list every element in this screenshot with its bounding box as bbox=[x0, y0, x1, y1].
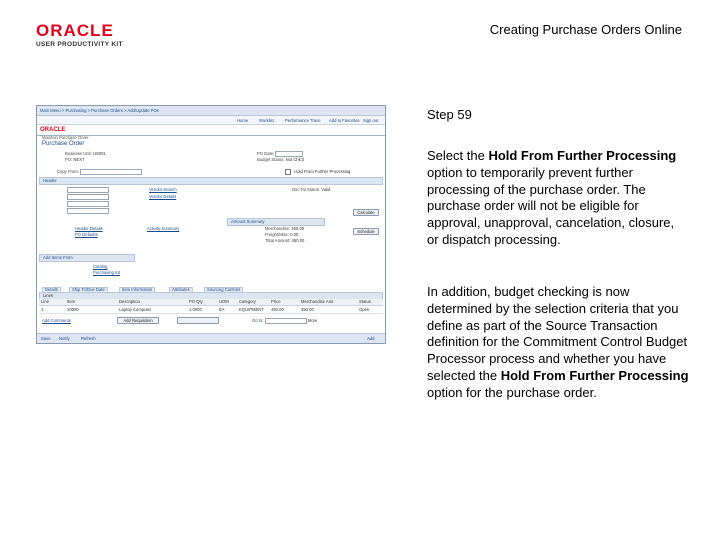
menu-breadcrumb-bar bbox=[37, 106, 385, 116]
secondary-button[interactable] bbox=[177, 317, 219, 324]
activity-summary-link[interactable]: Activity Summary bbox=[147, 226, 180, 231]
copy-from-label: Copy From: bbox=[57, 169, 79, 175]
step-label: Step 59 bbox=[427, 107, 472, 122]
cell-category[interactable]: EQUIPMENT bbox=[239, 307, 264, 312]
hold-label[interactable]: Hold From Further Processing bbox=[294, 169, 351, 175]
total-row bbox=[265, 238, 304, 243]
col-description: Description bbox=[119, 299, 140, 304]
add-button[interactable]: Add bbox=[367, 336, 375, 341]
vendor-field[interactable] bbox=[67, 194, 109, 200]
business-unit-value: US001 bbox=[92, 151, 106, 156]
lines-grid-tabs bbox=[39, 286, 383, 292]
cell-description[interactable]: Laptop Computer bbox=[119, 307, 152, 312]
freight-row bbox=[265, 232, 298, 237]
header-band[interactable] bbox=[39, 177, 383, 185]
doc-tol-value: Valid bbox=[321, 187, 331, 192]
merch-value: 450.00 bbox=[291, 226, 305, 231]
app-brand-bar bbox=[37, 125, 385, 136]
go-to-select[interactable] bbox=[265, 318, 307, 324]
budget-status-label: Budget Status: bbox=[257, 157, 285, 162]
hold-checkbox[interactable] bbox=[285, 169, 291, 175]
total-value: 450.00 bbox=[291, 238, 305, 243]
catalog-row bbox=[93, 264, 107, 269]
instruction1-post: option to temporarily prevent further processing of the purchase order. The purchase order will not be eligible for approval, unapproval, cancelation, closure, or dispatch processing. bbox=[427, 164, 675, 247]
doc-tol-label: Doc Tol Status: bbox=[292, 187, 321, 192]
doc-tol-row bbox=[292, 187, 330, 192]
nav-add-favorites[interactable]: Add to Favorites bbox=[329, 118, 360, 123]
vendor-field-row bbox=[67, 194, 109, 200]
go-to-row bbox=[252, 318, 317, 324]
oracle-upk-logo bbox=[36, 22, 156, 48]
app-oracle-logo: ORACLE bbox=[40, 127, 66, 133]
instruction2-pre: In addition, budget checking is now determined by the selection criteria that you define as part of the Source Transaction definition for the Commitment Control Budget Processor process and whether you have selected the bbox=[427, 284, 688, 383]
po-row bbox=[65, 157, 85, 162]
merch-row bbox=[265, 226, 304, 231]
page-breadcrumb[interactable]: Maintain Purchase Order bbox=[42, 135, 89, 140]
go-to-label: Go to: bbox=[252, 318, 264, 324]
amount-summary-band bbox=[227, 218, 325, 226]
vendor-search-link[interactable]: Vendor Search bbox=[149, 187, 177, 192]
lines-grid-title: Lines bbox=[43, 293, 54, 298]
cell-status: Open bbox=[359, 307, 370, 312]
calculate-button[interactable]: Calculate bbox=[353, 209, 379, 216]
hold-option[interactable] bbox=[285, 169, 350, 175]
schedule-button[interactable]: Schedule bbox=[353, 228, 379, 235]
vendor-details bbox=[149, 194, 176, 199]
col-uom: UOM bbox=[219, 299, 229, 304]
business-unit-label: Business Unit: bbox=[65, 151, 92, 156]
vendor-loc-row bbox=[67, 201, 109, 207]
refresh-button[interactable]: Refresh bbox=[81, 336, 96, 341]
catalog-link[interactable]: Catalog bbox=[93, 264, 108, 269]
col-category: Category bbox=[239, 299, 256, 304]
table-row[interactable] bbox=[39, 306, 383, 314]
header-details-link[interactable]: Header Details bbox=[75, 226, 103, 231]
add-items-label: Add Items From bbox=[43, 255, 73, 260]
go-to-value: More bbox=[307, 318, 318, 324]
budget-status-value: Not Chk'd bbox=[285, 157, 304, 162]
nav-home[interactable]: Home bbox=[237, 118, 249, 123]
status-row bbox=[257, 157, 304, 162]
amount-summary-label: Amount Summary bbox=[231, 219, 265, 224]
col-line: Line bbox=[41, 299, 49, 304]
tab-details[interactable]: Details bbox=[42, 287, 61, 293]
activity-summary-row bbox=[147, 226, 179, 231]
copy-from-select[interactable] bbox=[80, 169, 142, 175]
top-nav-links bbox=[37, 116, 385, 125]
instruction1-option: Hold From Further Processing bbox=[488, 148, 677, 163]
purchasing-kit-link[interactable]: Purchasing Kit bbox=[93, 270, 120, 275]
add-comments-row bbox=[42, 318, 71, 323]
add-items-band bbox=[39, 254, 135, 262]
page-footer-toolbar bbox=[37, 333, 385, 343]
col-status: Status bbox=[359, 299, 371, 304]
page-title: Purchase Order bbox=[42, 141, 85, 147]
business-unit-row bbox=[65, 151, 106, 156]
po-label: PO: bbox=[65, 157, 73, 162]
header-band-label[interactable]: Header bbox=[43, 178, 57, 183]
po-date-label: PO Date: bbox=[257, 151, 275, 157]
total-label: Total Amount: bbox=[265, 238, 291, 243]
save-button[interactable]: Save bbox=[41, 336, 51, 341]
instruction2-post: option for the purchase order. bbox=[427, 384, 597, 400]
col-item: Item bbox=[67, 299, 76, 304]
instruction-paragraph-1 bbox=[427, 148, 689, 249]
po-defaults-link[interactable]: PO Defaults bbox=[75, 232, 98, 237]
notify-button[interactable]: Notify bbox=[59, 336, 70, 341]
po-value: NEXT bbox=[73, 157, 85, 162]
menu-path[interactable]: Main Menu > Purchasing > Purchase Orders > Add/Update POs bbox=[40, 108, 159, 113]
instruction2-option: Hold From Further Processing bbox=[500, 367, 689, 383]
col-price: Price bbox=[271, 299, 281, 304]
upk-subtitle: USER PRODUCTIVITY KIT bbox=[36, 41, 123, 48]
buyer-row bbox=[67, 208, 109, 214]
cell-item[interactable]: 10050 bbox=[67, 307, 79, 312]
vendor-location-field[interactable] bbox=[67, 201, 109, 207]
nav-performance-trace[interactable]: Performance Trace bbox=[285, 118, 321, 123]
buyer-field[interactable] bbox=[67, 208, 109, 214]
date-field-row bbox=[67, 187, 109, 193]
instruction-paragraph-2 bbox=[427, 284, 689, 402]
document-title: Creating Purchase Orders Online bbox=[489, 22, 682, 37]
purchasing-kit-row bbox=[93, 270, 120, 275]
add-comments-link[interactable]: Add Comments bbox=[42, 318, 71, 323]
freight-value: 0.00 bbox=[290, 232, 299, 237]
add-requisition-button[interactable]: Add Requisition bbox=[117, 317, 159, 324]
cell-uom[interactable]: EA bbox=[219, 307, 225, 312]
col-merch-amt: Merchandise Amt bbox=[301, 299, 334, 304]
instruction1-pre: Select the bbox=[427, 148, 489, 163]
application-screenshot bbox=[36, 105, 386, 344]
freight-label: Freight/Misc: bbox=[265, 232, 289, 237]
tab-sourcing-controls[interactable]: Sourcing Controls bbox=[204, 287, 243, 293]
header-details-row bbox=[75, 226, 103, 231]
tab-ship-to[interactable]: Ship To/Due Date bbox=[69, 287, 108, 293]
nav-sign-out[interactable]: Sign out bbox=[363, 118, 379, 123]
nav-worklist[interactable]: Worklist bbox=[259, 118, 274, 123]
cell-price[interactable]: 450.00 bbox=[271, 307, 284, 312]
cell-po-qty[interactable]: 1.0000 bbox=[189, 307, 202, 312]
copy-from-row bbox=[57, 169, 142, 175]
vendor-search bbox=[149, 187, 177, 192]
col-po-qty: PO Qty bbox=[189, 299, 203, 304]
date-field[interactable] bbox=[67, 187, 109, 193]
tab-item-information[interactable]: Item Information bbox=[119, 287, 155, 293]
oracle-wordmark: ORACLE bbox=[36, 21, 114, 40]
lines-grid-columns bbox=[39, 299, 383, 306]
tab-attributes[interactable]: Attributes bbox=[169, 287, 193, 293]
cell-line: 1 bbox=[41, 307, 44, 312]
po-defaults-row bbox=[75, 232, 98, 237]
cell-merch-amt: 450.00 bbox=[301, 307, 314, 312]
vendor-details-link[interactable]: Vendor Details bbox=[149, 194, 177, 199]
merch-label: Merchandise: bbox=[265, 226, 291, 231]
